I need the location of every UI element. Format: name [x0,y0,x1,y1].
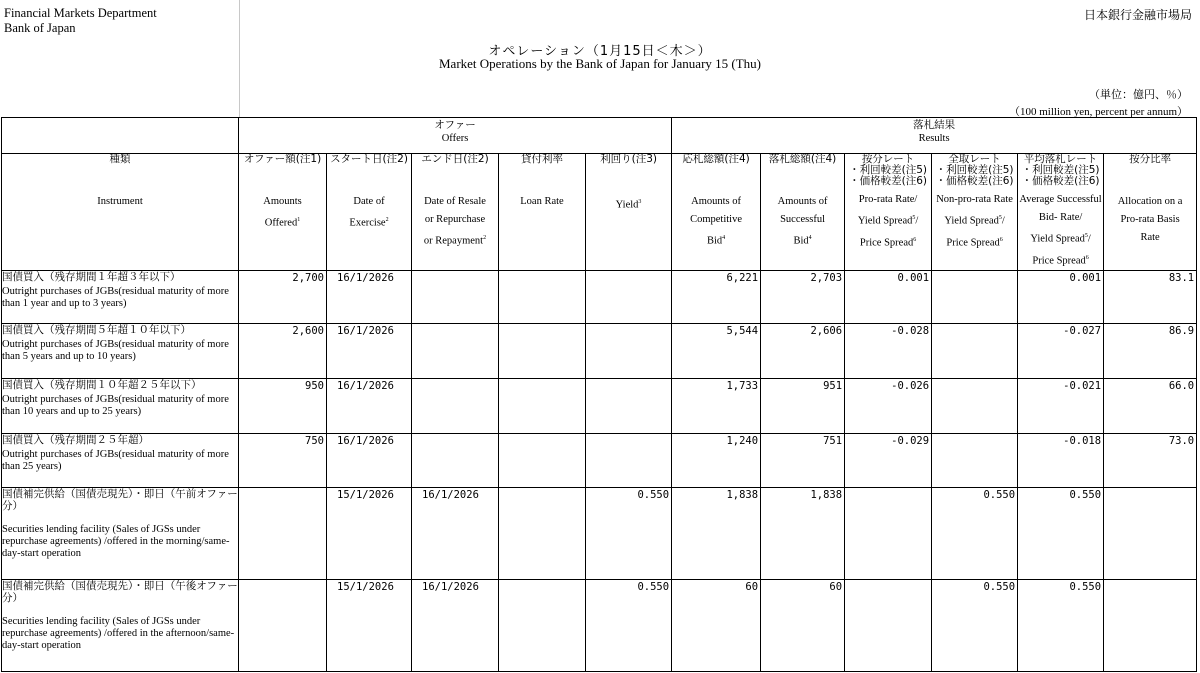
header-competitive-bid: 応札総額(注4) Amounts of Competitive Bid$^4$ [672,154,761,271]
allocation-cell [1104,488,1197,580]
loan-rate-cell [499,434,586,488]
header-yield: 利回り(注3) Yield$^3$ [586,154,672,271]
amount-offered-cell: 2,700 [239,271,327,324]
start-date-cell: 16/1/2026 [327,379,412,434]
end-date-cell [412,271,499,324]
blank-cell [2,118,239,154]
allocation-cell: 73.0 [1104,434,1197,488]
allocation-cell: 83.1 [1104,271,1197,324]
instrument-cell: 国債補完供給（国債売現先）・即日（午後オファー分） Securities lending facility (Sales of JGSs under repurchase agreements) /offered in the afternoon/same-day-start operation [2,580,239,672]
allocation-cell [1104,580,1197,672]
header-non-pro-rata-rate: 全取レート ・利回較差(注5) ・価格較差(注6) Non-pro-rata Rate Yield Spread$^5$/ Price Spread$^6$ [932,154,1018,271]
competitive-bid-cell: 6,221 [672,271,761,324]
allocation-cell: 66.0 [1104,379,1197,434]
header-average-successful-rate: 平均落札レート ・利回較差(注5) ・価格較差(注6) Average Successful Bid- Rate/ Yield Spread$^5$/ Price Spread$^6$ [1018,154,1104,271]
yield-cell [586,324,672,379]
start-date-cell: 15/1/2026 [327,488,412,580]
non-pro-rata-cell: 0.550 [932,580,1018,672]
average-rate-cell: -0.021 [1018,379,1104,434]
page-title-en: Market Operations by the Bank of Japan for January 15 (Thu) [438,56,762,71]
amount-offered-cell: 2,600 [239,324,327,379]
header-loan-rate: 貸付利率 Loan Rate [499,154,586,271]
non-pro-rata-cell [932,379,1018,434]
page-title-jp: オペレーション（1月15日＜木＞） [488,44,712,59]
instrument-cell: 国債買入（残存期間１年超３年以下） Outright purchases of JGBs(residual maturity of more than 1 year and up to 3 years) [2,271,239,324]
successful-bid-cell: 60 [761,580,845,672]
average-rate-cell: 0.550 [1018,580,1104,672]
end-date-cell: 16/1/2026 [412,580,499,672]
start-date-cell: 15/1/2026 [327,580,412,672]
end-date-cell [412,379,499,434]
pro-rata-cell: -0.029 [845,434,932,488]
instrument-cell: 国債買入（残存期間２５年超） Outright purchases of JGBs(residual maturity of more than 25 years) [2,434,239,488]
table-row [2,324,1197,379]
amount-offered-cell: 950 [239,379,327,434]
instrument-cell: 国債補完供給（国債売現先）・即日（午前オファー分） Securities lending facility (Sales of JGSs under repurchase agreements) /offered in the morning/same-day-start operation [2,488,239,580]
table-row [2,580,1197,672]
competitive-bid-cell: 60 [672,580,761,672]
yield-cell [586,434,672,488]
amount-offered-cell [239,580,327,672]
end-date-cell: 16/1/2026 [412,488,499,580]
column-header-row [2,154,1197,271]
header-allocation: 按分比率 Allocation on a Pro-rata Basis Rate [1104,154,1197,271]
unit-note-jp: （単位：億円、％） [1089,88,1188,101]
non-pro-rata-cell [932,434,1018,488]
non-pro-rata-cell: 0.550 [932,488,1018,580]
group-header-row [2,118,1197,154]
table-row [2,434,1197,488]
table-row [2,379,1197,434]
yield-cell [586,271,672,324]
loan-rate-cell [499,271,586,324]
header-instrument: 種類 Instrument [2,154,239,271]
average-rate-cell: 0.550 [1018,488,1104,580]
header-date-of-exercise: スタート日(注2) Date of Exercise$^2$ [327,154,412,271]
non-pro-rata-cell [932,324,1018,379]
start-date-cell: 16/1/2026 [327,271,412,324]
department-name [4,6,157,36]
average-rate-cell: 0.001 [1018,271,1104,324]
end-date-cell [412,324,499,379]
competitive-bid-cell: 5,544 [672,324,761,379]
allocation-cell: 86.9 [1104,324,1197,379]
header-date-of-resale: エンド日(注2) Date of Resale or Repurchase or Repayment$^2$ [412,154,499,271]
department-line-1: Financial Markets Department [4,6,157,20]
results-group: 落札結果 Results [672,118,1197,154]
average-rate-cell: -0.018 [1018,434,1104,488]
competitive-bid-cell: 1,838 [672,488,761,580]
amount-offered-cell: 750 [239,434,327,488]
start-date-cell: 16/1/2026 [327,324,412,379]
unit-note-en: （100 million yen, percent per annum） [1008,106,1188,118]
competitive-bid-cell: 1,733 [672,379,761,434]
header-pro-rata-rate: 按分レート ・利回較差(注5) ・価格較差(注6) Pro-rata Rate/ Yield Spread$^5$/ Price Spread$^6$ [845,154,932,271]
successful-bid-cell: 951 [761,379,845,434]
successful-bid-cell: 2,703 [761,271,845,324]
successful-bid-cell: 2,606 [761,324,845,379]
pro-rata-cell [845,580,932,672]
pro-rata-cell: 0.001 [845,271,932,324]
instrument-cell: 国債買入（残存期間５年超１０年以下） Outright purchases of JGBs(residual maturity of more than 5 years and up to 10 years) [2,324,239,379]
yield-cell: 0.550 [586,488,672,580]
operations-table [1,117,1197,672]
yield-cell: 0.550 [586,580,672,672]
loan-rate-cell [499,324,586,379]
table-row [2,271,1197,324]
department-line-2: Bank of Japan [4,21,76,35]
header-successful-bid: 落札総額(注4) Amounts of Successful Bid$^4$ [761,154,845,271]
department-jp: 日本銀行金融市場局 [1083,8,1192,22]
pro-rata-cell: -0.028 [845,324,932,379]
successful-bid-cell: 751 [761,434,845,488]
loan-rate-cell [499,488,586,580]
start-date-cell: 16/1/2026 [327,434,412,488]
end-date-cell [412,434,499,488]
pro-rata-cell: -0.026 [845,379,932,434]
loan-rate-cell [499,379,586,434]
yield-cell [586,379,672,434]
competitive-bid-cell: 1,240 [672,434,761,488]
non-pro-rata-cell [932,271,1018,324]
successful-bid-cell: 1,838 [761,488,845,580]
table-row [2,488,1197,580]
instrument-cell: 国債買入（残存期間１０年超２５年以下） Outright purchases of JGBs(residual maturity of more than 10 years and up to 25 years) [2,379,239,434]
pro-rata-cell [845,488,932,580]
header-amounts-offered: オファー額(注1) Amounts Offered$^1$ [239,154,327,271]
amount-offered-cell [239,488,327,580]
average-rate-cell: -0.027 [1018,324,1104,379]
loan-rate-cell [499,580,586,672]
offers-group: オファー Offers [239,118,672,154]
